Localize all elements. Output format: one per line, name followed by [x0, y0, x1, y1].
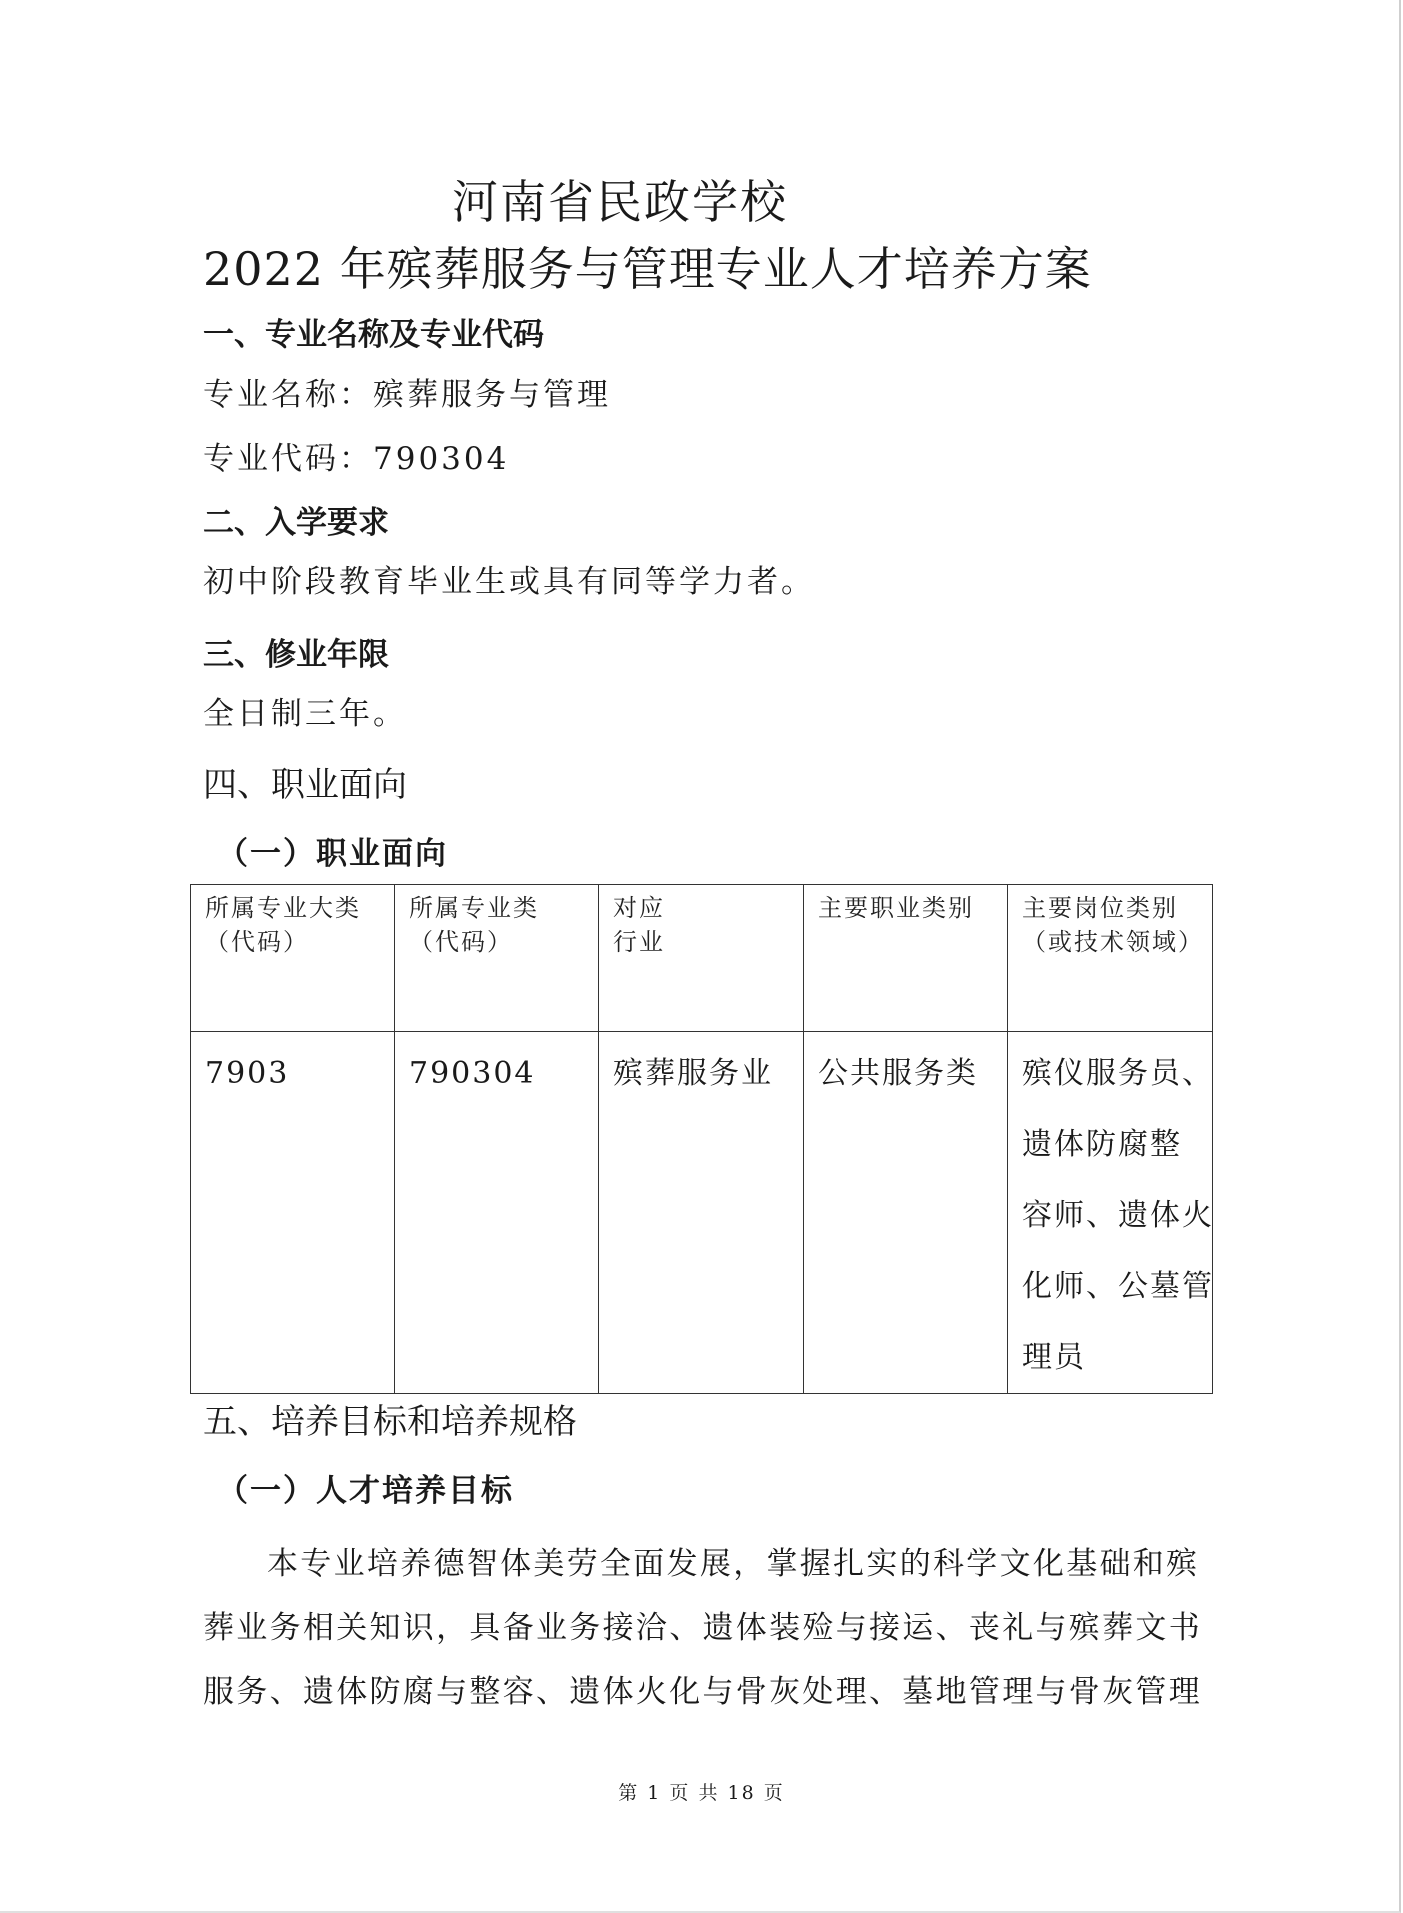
header-text: 主要职业类别 [818, 894, 974, 922]
section-5-subheading: （一）人才培养目标 [217, 1473, 514, 1509]
paragraph-line: 服务、遗体防腐与整容、遗体火化与骨灰处理、墓地管理与骨灰管理 [203, 1674, 1202, 1710]
header-text: （或技术领域） [1022, 928, 1204, 956]
paragraph-line: 本专业培养德智体美劳全面发展，掌握扎实的科学文化基础和殡 [267, 1546, 1200, 1582]
header-industry [599, 885, 804, 1032]
cell-occupation-category: 公共服务类 [804, 1032, 1008, 1394]
section-3-heading: 三、修业年限 [203, 637, 389, 673]
header-position-category [1008, 885, 1213, 1032]
header-text: （代码） [409, 928, 513, 956]
study-duration-text: 全日制三年。 [203, 696, 407, 732]
header-text: 主要岗位类别 [1022, 894, 1178, 922]
section-5-heading: 五、培养目标和培养规格 [203, 1402, 577, 1442]
header-text: 所属专业类 [409, 894, 539, 922]
position-line: 遗体防腐整 [1022, 1127, 1182, 1162]
page-number-footer: 第 1 页 共 18 页 [618, 1782, 785, 1804]
header-text: 行业 [613, 928, 665, 956]
cell-positions [1008, 1032, 1213, 1394]
occupation-table [190, 884, 1213, 1394]
admission-requirement-text: 初中阶段教育毕业生或具有同等学力者。 [203, 564, 815, 600]
paragraph-line: 葬业务相关知识，具备业务接洽、遗体装殓与接运、丧礼与殡葬文书 [203, 1610, 1202, 1646]
major-name-line: 专业名称：殡葬服务与管理 [203, 377, 611, 413]
major-code-line: 专业代码：790304 [203, 441, 510, 477]
position-line: 容师、遗体火 [1022, 1198, 1214, 1233]
position-line: 理员 [1022, 1340, 1086, 1375]
section-1-heading: 一、专业名称及专业代码 [203, 317, 544, 353]
section-4-subheading: （一）职业面向 [217, 836, 448, 872]
cell-major-class-code: 790304 [395, 1032, 599, 1394]
header-text: 所属专业大类 [205, 894, 361, 922]
position-line: 化师、公墓管 [1022, 1269, 1214, 1304]
document-title-plan: 2022 年殡葬服务与管理专业人才培养方案 [203, 242, 1092, 296]
table-header-row [191, 885, 1213, 1032]
section-4-heading: 四、职业面向 [203, 765, 407, 805]
section-2-heading: 二、入学要求 [203, 505, 389, 541]
header-major-class [395, 885, 599, 1032]
document-title-school: 河南省民政学校 [452, 175, 788, 229]
cell-major-category-code: 7903 [191, 1032, 395, 1394]
header-major-category [191, 885, 395, 1032]
header-text: 对应 [613, 894, 665, 922]
position-line: 殡仪服务员、 [1022, 1056, 1214, 1091]
header-text: （代码） [205, 928, 309, 956]
table-row [191, 1032, 1213, 1394]
header-occupation-category [804, 885, 1008, 1032]
cell-industry: 殡葬服务业 [599, 1032, 804, 1394]
